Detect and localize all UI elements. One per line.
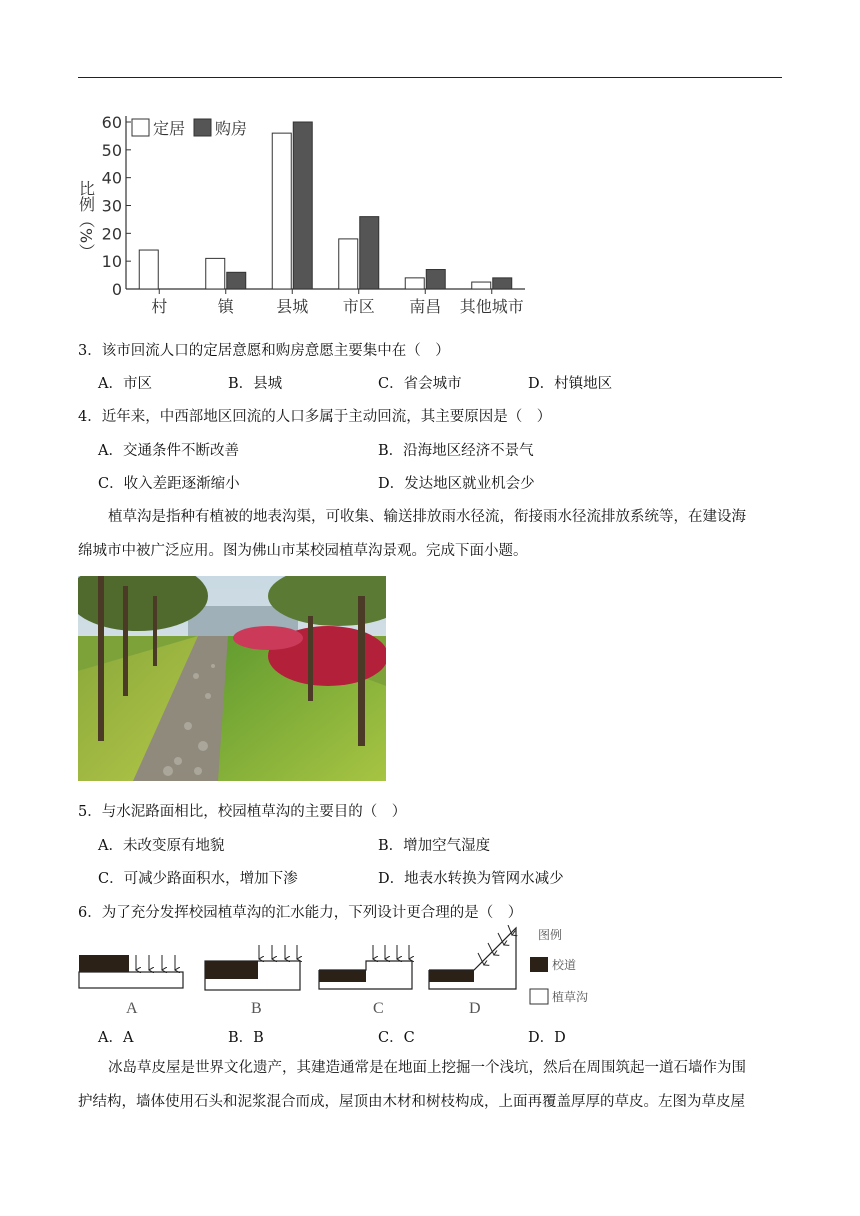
bar-buy-3 [360, 217, 379, 289]
y-tick-label: 20 [101, 224, 122, 244]
q4-option-d: D．发达地区就业机会少 [378, 476, 535, 492]
legend-road-swatch [530, 957, 548, 972]
x-tick-label: 县城 [276, 297, 309, 316]
swale-design-diagrams [76, 925, 596, 1020]
bar-settle-5 [472, 282, 491, 289]
x-tick-label: 其他城市 [459, 297, 524, 316]
bar-buy-4 [426, 270, 445, 289]
bar-buy-5 [493, 278, 512, 289]
passage-grass-swale [78, 500, 784, 568]
legend-ditch-swatch [530, 989, 548, 1004]
diagram-label-c: C [373, 1000, 384, 1017]
q6-option-b: B．B [228, 1030, 264, 1046]
diagram-legend [530, 927, 588, 1004]
q3-option-c: C．省会城市 [378, 376, 462, 392]
y-tick-label: 50 [101, 140, 122, 160]
bar-settle-3 [339, 239, 358, 289]
legend-title: 图例 [538, 928, 563, 942]
bar-settle-2 [272, 133, 291, 289]
q4-option-b: B．沿海地区经济不景气 [378, 443, 534, 459]
q3-option-d: D．村镇地区 [528, 376, 613, 392]
q6-option-c: C．C [378, 1030, 415, 1046]
header-rule [78, 77, 782, 78]
bar-buy-2 [293, 122, 312, 289]
passage-line: 冰岛草皮屋是世界文化遗产，其建造通常是在地面上挖掘一个浅坑，然后在周围筑起一道石墙作为围 [108, 1060, 746, 1076]
question-6-stem: 6．为了充分发挥校园植草沟的汇水能力，下列设计更合理的是（ ） [78, 905, 523, 921]
legend-label-0: 定居 [153, 119, 186, 138]
x-tick-label: 南昌 [409, 297, 442, 316]
y-tick-label: 30 [101, 196, 122, 216]
bar-settle-0 [139, 250, 158, 289]
q5-option-a: A．未改变原有地貌 [98, 838, 225, 854]
q6-option-a: A．A [98, 1030, 134, 1046]
question-4-stem: 4．近年来，中西部地区回流的人口多属于主动回流，其主要原因是（ ） [78, 409, 552, 425]
diagram-label-d: D [469, 1000, 481, 1017]
bar-chart [70, 105, 540, 325]
question-5-stem: 5．与水泥路面相比，校园植草沟的主要目的（ ） [78, 804, 407, 820]
x-tick-label: 市区 [342, 297, 375, 316]
diagram-label-a: A [126, 1000, 138, 1017]
legend-swatch-1 [194, 119, 211, 136]
y-axis-label: 比例（%） [76, 180, 96, 260]
q3-option-b: B．县城 [228, 376, 283, 392]
q5-option-d: D．地表水转换为管网水减少 [378, 871, 564, 887]
diagram-b [205, 945, 300, 1017]
passage-sod-house [78, 1051, 784, 1119]
legend-label-1: 购房 [215, 119, 248, 138]
q3-option-a: A．市区 [98, 376, 152, 392]
x-tick-label: 镇 [217, 297, 234, 316]
bar-settle-4 [405, 278, 424, 289]
diagram-label-b: B [251, 1000, 262, 1017]
q6-option-d: D．D [528, 1030, 566, 1046]
campus-grass-swale-photo [78, 576, 386, 781]
y-tick-label: 60 [101, 113, 122, 132]
y-tick-label: 0 [111, 280, 122, 299]
bar-buy-1 [227, 272, 246, 289]
x-tick-label: 村 [151, 297, 168, 316]
passage-line: 绵城市中被广泛应用。图为佛山市某校园植草沟景观。完成下面小题。 [78, 543, 528, 559]
legend-road-label: 校道 [552, 958, 577, 972]
q5-option-c: C．可减少路面积水，增加下渗 [98, 871, 298, 887]
y-tick-label: 10 [101, 252, 122, 272]
diagram-a [79, 955, 183, 1017]
diagram-d [429, 925, 516, 1017]
q4-option-a: A．交通条件不断改善 [98, 443, 239, 459]
passage-line: 护结构，墙体使用石头和泥浆混合而成，屋顶由木材和树枝构成，上面再覆盖厚厚的草皮。左图为草皮屋 [78, 1094, 745, 1110]
diagram-c [319, 945, 412, 1017]
passage-line: 植草沟是指种有植被的地表沟渠，可收集、输送排放雨水径流，衔接雨水径流排放系统等，在建设海 [108, 509, 746, 525]
legend-ditch-label: 植草沟 [552, 990, 589, 1004]
q4-option-c: C．收入差距逐渐缩小 [98, 476, 240, 492]
q5-option-b: B．增加空气湿度 [378, 838, 491, 854]
bar-settle-1 [206, 258, 225, 289]
y-tick-label: 40 [101, 168, 122, 188]
question-3-stem: 3．该市回流人口的定居意愿和购房意愿主要集中在（ ） [78, 343, 450, 359]
legend-swatch-0 [132, 119, 149, 136]
